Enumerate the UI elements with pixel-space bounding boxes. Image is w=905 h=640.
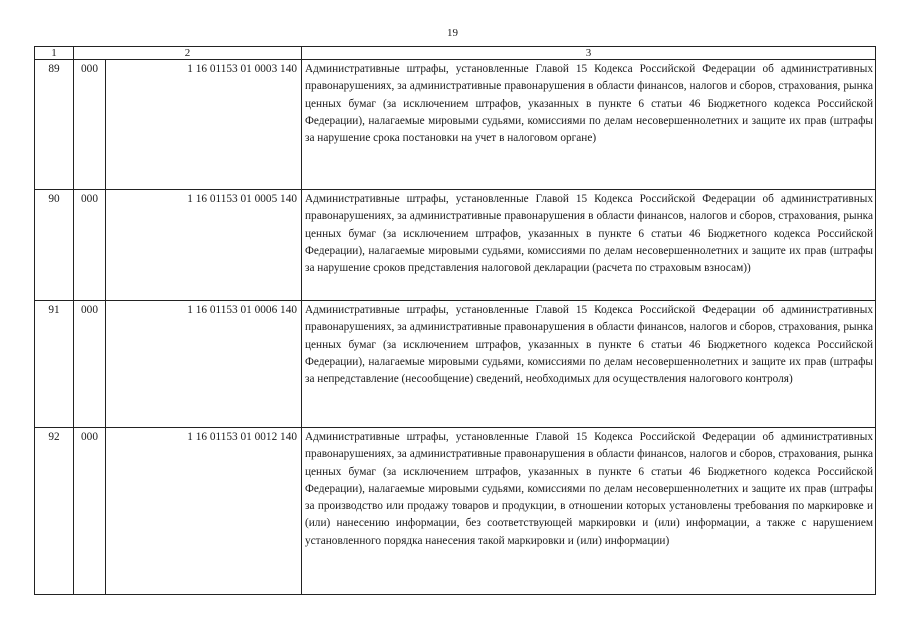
table-row bbox=[35, 60, 876, 190]
income-description: Административные штрафы, установленные Главой 15 Кодекса Российской Федерации об административных правонарушениях, за административные правонарушения в области финансов, налогов и сборов, страхования, рынка ценных бумаг (за исключением штрафов, указанных в пункте 6 статьи 46 Бюджетного кодекса Российской Федерации), налагаемые мировыми судьями, комиссиями по делам несовершеннолетних и защите их прав (штрафы за нарушение сроков представления налоговой декларации (расчета по страховым взносам)) bbox=[302, 190, 876, 301]
row-number: 92 bbox=[35, 428, 74, 595]
budget-classification-code: 1 16 01153 01 0003 140 bbox=[106, 60, 302, 190]
admin-code: 000 bbox=[74, 60, 106, 190]
budget-classification-code: 1 16 01153 01 0005 140 bbox=[106, 190, 302, 301]
row-number: 90 bbox=[35, 190, 74, 301]
table-row bbox=[35, 301, 876, 428]
table-row bbox=[35, 428, 876, 595]
budget-classification-code: 1 16 01153 01 0006 140 bbox=[106, 301, 302, 428]
header-row bbox=[35, 47, 876, 60]
admin-code: 000 bbox=[74, 190, 106, 301]
header-col-3: 3 bbox=[302, 47, 876, 60]
budget-classification-code: 1 16 01153 01 0012 140 bbox=[106, 428, 302, 595]
income-description: Административные штрафы, установленные Главой 15 Кодекса Российской Федерации об административных правонарушениях, за административные правонарушения в области финансов, налогов и сборов, страхования, рынка ценных бумаг (за исключением штрафов, указанных в пункте 6 статьи 46 Бюджетного кодекса Российской Федерации), налагаемые мировыми судьями, комиссиями по делам несовершеннолетних и защите их прав (штрафы за непредставление (несообщение) сведений, необходимых для осуществления налогового контроля) bbox=[302, 301, 876, 428]
row-number: 89 bbox=[35, 60, 74, 190]
header-col-1: 1 bbox=[35, 47, 74, 60]
budget-code-table bbox=[34, 46, 876, 595]
row-number: 91 bbox=[35, 301, 74, 428]
income-description: Административные штрафы, установленные Главой 15 Кодекса Российской Федерации об административных правонарушениях, за административные правонарушения в области финансов, налогов и сборов, страхования, рынка ценных бумаг (за исключением штрафов, указанных в пункте 6 статьи 46 Бюджетного кодекса Российской Федерации), налагаемые мировыми судьями, комиссиями по делам несовершеннолетних и защите их прав (штрафы за производство или продажу товаров и продукции, в отношении которых установлены требования по маркировке и (или) нанесению информации, без соответствующей маркировки и (или) информации, а также с нарушением установленного порядка нанесения такой маркировки и (или) информации) bbox=[302, 428, 876, 595]
admin-code: 000 bbox=[74, 428, 106, 595]
page-number: 19 bbox=[447, 27, 458, 39]
income-description: Административные штрафы, установленные Главой 15 Кодекса Российской Федерации об административных правонарушениях, за административные правонарушения в области финансов, налогов и сборов, страхования, рынка ценных бумаг (за исключением штрафов, указанных в пункте 6 статьи 46 Бюджетного кодекса Российской Федерации), налагаемые мировыми судьями, комиссиями по делам несовершеннолетних и защите их прав (штрафы за нарушение срока постановки на учет в налоговом органе) bbox=[302, 60, 876, 190]
header-col-2: 2 bbox=[74, 47, 302, 60]
admin-code: 000 bbox=[74, 301, 106, 428]
table-row bbox=[35, 190, 876, 301]
